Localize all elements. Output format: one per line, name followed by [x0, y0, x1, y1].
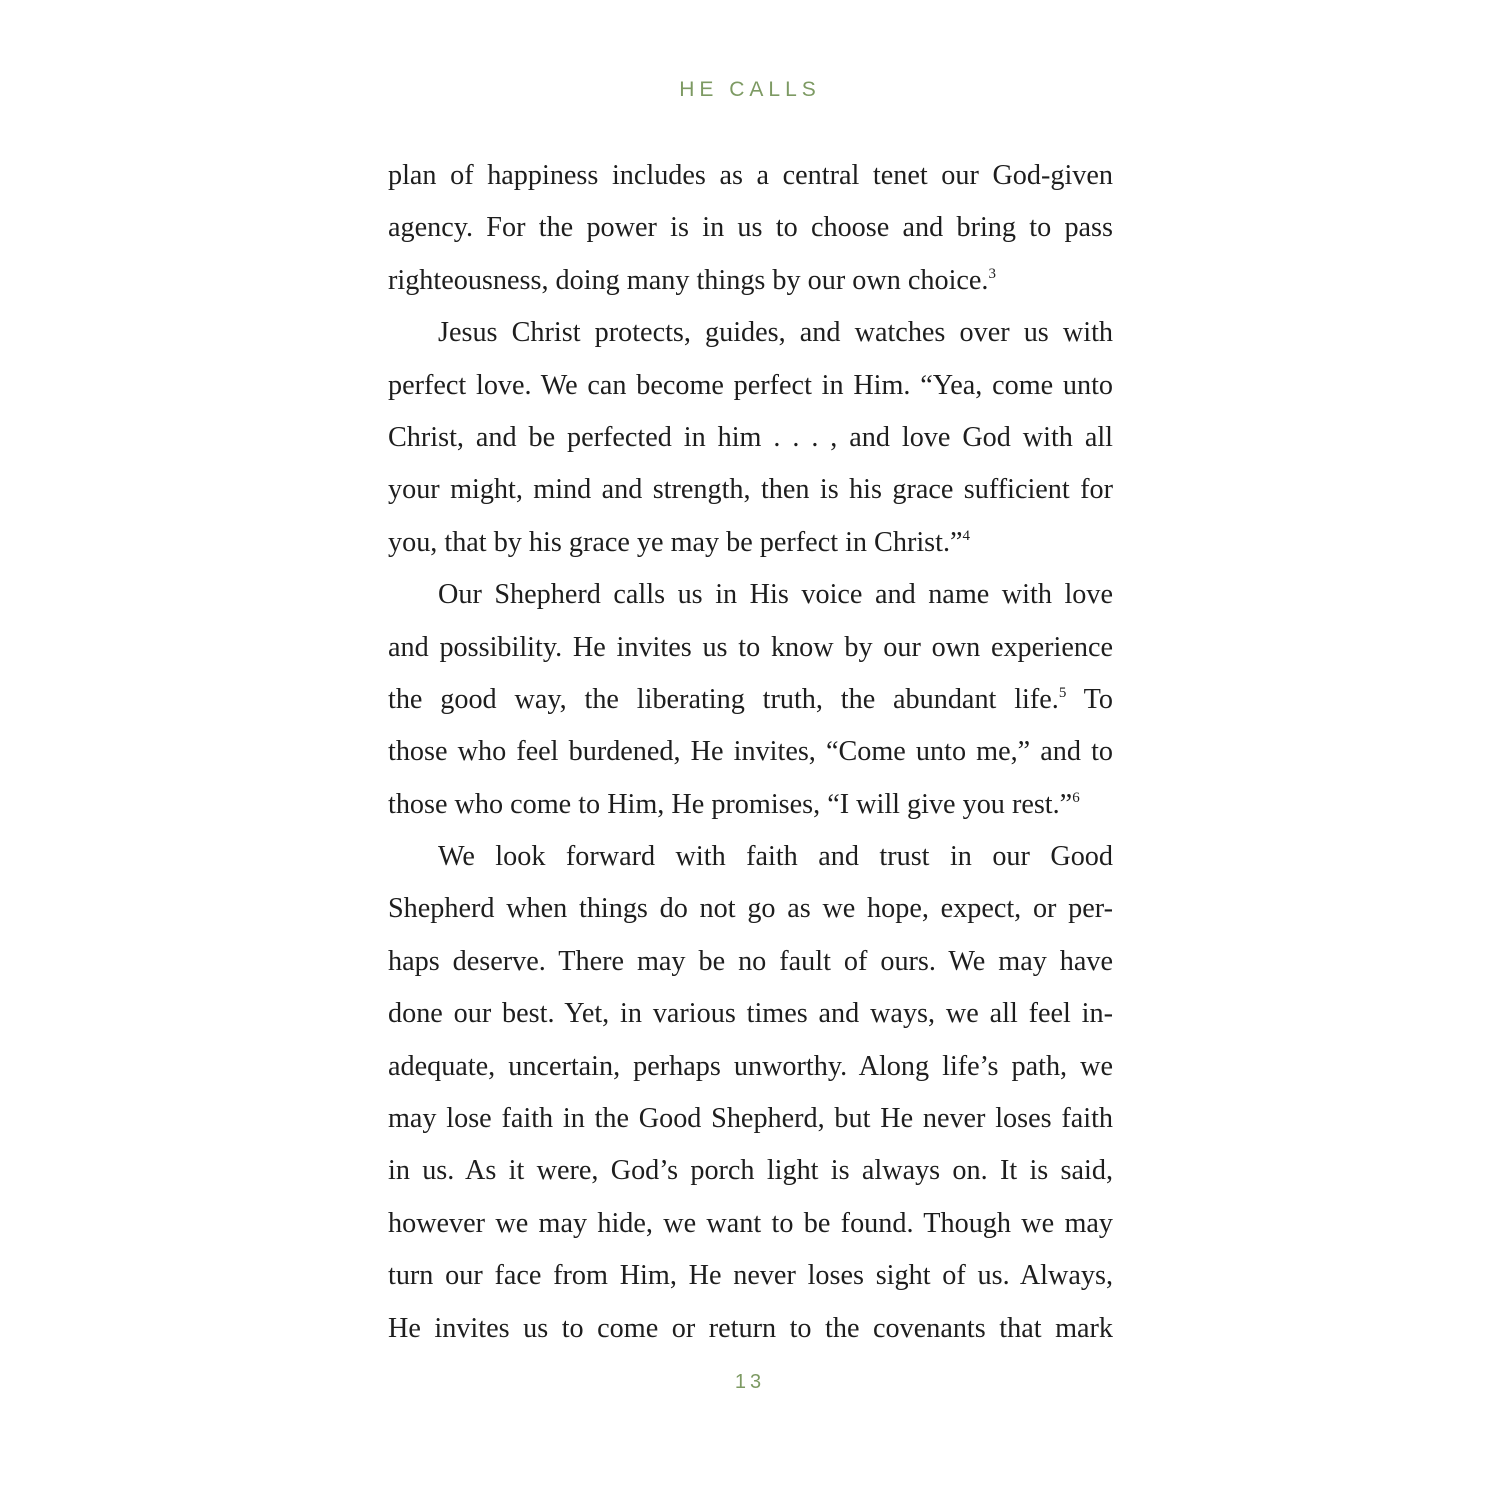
text-line: may lose faith in the Good Shepherd, but He never loses faith [388, 1103, 1113, 1135]
footnote-marker[interactable]: 3 [988, 265, 996, 282]
text-line: He invites us to come or return to the covenants that mark [388, 1312, 1113, 1344]
text-run: To [1083, 683, 1113, 715]
text-line: and possibility. He invites us to know by our own experience [388, 631, 1113, 663]
text-run: righteousness, doing many things by our own choice. [388, 264, 989, 296]
text-line: Jesus Christ protects, guides, and watches over us with [438, 317, 1113, 349]
text-run: you, that by his grace ye may be perfect in Christ.” [388, 526, 963, 558]
text-line: Christ, and be perfected in him . . . , and love God with all [388, 421, 1113, 453]
text-run: those who come to Him, He promises, “I will give you rest.” [388, 788, 1073, 820]
text-line [388, 674, 1113, 726]
paragraph [388, 569, 1113, 831]
footnote-marker[interactable]: 4 [962, 527, 971, 544]
text-line: however we may hide, we want to be found. Though we may [388, 1207, 1113, 1239]
text-line: Shepherd when things do not go as we hope, expect, or per- [388, 893, 1113, 925]
footnote-marker[interactable]: 6 [1072, 789, 1080, 806]
text-run: the good way, the liberating truth, the abundant life. [388, 683, 1059, 715]
text-line: your might, mind and strength, then is his grace sufficient for [388, 474, 1113, 506]
text-line: turn our face from Him, He never loses sight of us. Always, [388, 1260, 1113, 1292]
text-line: haps deserve. There may be no fault of ours. We may have [388, 945, 1113, 977]
paragraph [388, 831, 1113, 1355]
text-line: done our best. Yet, in various times and ways, we all feel in- [388, 998, 1113, 1030]
text-line: perfect love. We can become perfect in Him. “Yea, come unto [388, 369, 1113, 401]
footnote-marker[interactable]: 5 [1058, 684, 1067, 701]
text-line: adequate, uncertain, perhaps unworthy. Along life’s path, we [388, 1050, 1113, 1082]
text-line: We look forward with faith and trust in our Good [438, 841, 1113, 873]
body-text [388, 150, 1113, 1355]
paragraph [388, 307, 1113, 569]
running-title: HE CALLS [679, 78, 821, 101]
text-line: Our Shepherd calls us in His voice and name with love [438, 579, 1113, 611]
text-line: in us. As it were, God’s porch light is always on. It is said, [388, 1155, 1113, 1187]
text-line [388, 779, 1113, 831]
page-number: 13 [734, 1371, 766, 1393]
text-line: agency. For the power is in us to choose and bring to pass [388, 212, 1113, 244]
paragraph [388, 150, 1113, 307]
text-line: those who feel burdened, He invites, “Come unto me,” and to [388, 736, 1113, 768]
text-line [388, 255, 1113, 307]
text-line [388, 517, 1113, 569]
text-line: plan of happiness includes as a central tenet our God-given [388, 160, 1113, 191]
